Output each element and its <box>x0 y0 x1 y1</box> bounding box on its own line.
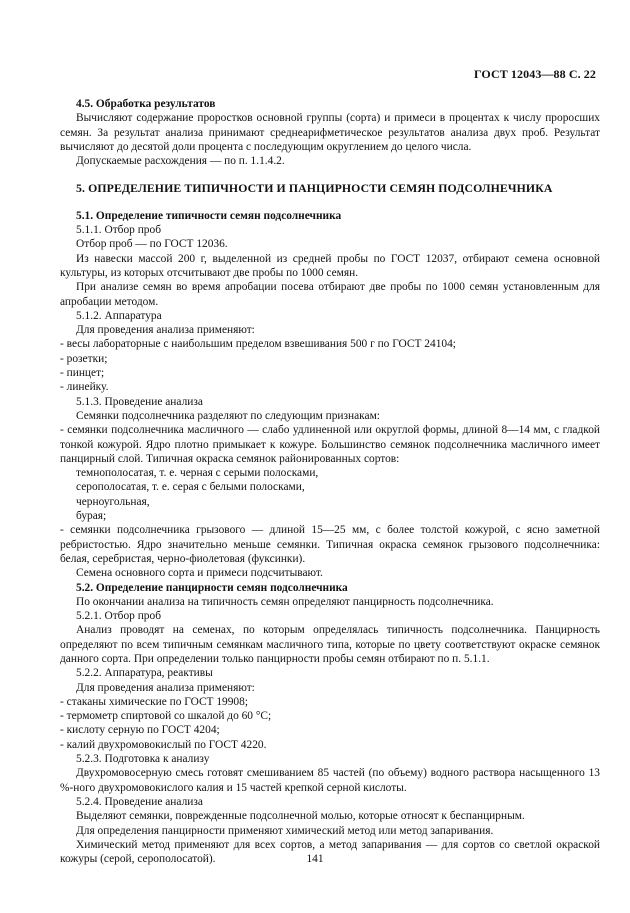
list-item: - термометр спиртовой со шкалой до 60 °С; <box>60 710 272 723</box>
list-item: - стаканы химические по ГОСТ 19908; <box>60 695 248 708</box>
subsection-heading: 5.2.2. Аппаратура, реактивы <box>76 667 213 680</box>
list-item: - весы лабораторные с наибольшим пределом взвешивания 500 г по ГОСТ 24104; <box>60 338 456 351</box>
page-content <box>60 97 600 866</box>
subsection-heading: 5.2.1. Отбор проб <box>76 610 161 623</box>
subsection-heading: 5.2.3. Подготовка к анализу <box>76 753 210 766</box>
paragraph: Для проведения анализа применяют: <box>76 324 255 337</box>
paragraph: Вычисляют содержание проростков основной группы (сорта) и примеси в процентах к числу проросших семян. За результат анализа принимают среднеарифметическое результатов анализа двух проб. Результат вычисляют до десятой доли процента с последующим округлением до целого числа. <box>60 112 600 153</box>
section-5-1-title: 5.1. Определение типичности семян подсолнечника <box>76 209 342 222</box>
list-item: - линейку. <box>60 381 109 394</box>
paragraph: При анализе семян во время апробации посева отбирают две пробы по 1000 семян установленным для апробации методом. <box>60 281 600 308</box>
paragraph: Двухромовосерную смесь готовят смешиванием 85 частей (по объему) водного раствора насыщенного 13 %-ного двухромовокислого калия и 15 частей крепкой серной кислоты. <box>60 767 600 794</box>
paragraph: - семянки подсолнечника масличного — слабо удлиненной или округлой формы, длиной 8—14 мм, с гладкой тонкой кожурой. Ядро плотно примыкает к кожуре. Большинство семянок подсолнечника масличного имеет панцирный слой. Типичная окраска семянок районированных сортов: <box>60 424 600 465</box>
page-header: ГОСТ 12043—88 С. 22 <box>473 67 596 81</box>
list-item: черноугольная, <box>76 495 150 508</box>
paragraph: - семянки подсолнечника грызового — длиной 15—25 мм, с более толстой кожурой, с ясно заметной ребристостью. Ядро значительно меньше семянки. Типичная окраска семянок грызового подсолнечника: белая, серебристая, черно-фиолетовая (фуксинки). <box>60 524 600 565</box>
paragraph: Химический метод применяют для всех сортов, а метод запаривания — для сортов со светлой окраской кожуры (серой, серополосатой). <box>60 838 600 866</box>
subsection-heading: 5.1.1. Отбор проб <box>76 224 161 237</box>
paragraph: Для проведения анализа применяют: <box>76 681 255 694</box>
subsection-heading: 5.1.2. Аппаратура <box>76 309 162 322</box>
list-item: бурая; <box>76 510 107 523</box>
section-4-5-title: 4.5. Обработка результатов <box>76 98 216 110</box>
paragraph: Для определения панцирности применяют химический метод или метод запаривания. <box>76 824 494 837</box>
list-item: серополосатая, т. е. серая с белыми полосками, <box>76 481 305 494</box>
paragraph: Допускаемые расхождения — по п. 1.1.4.2. <box>76 155 285 168</box>
paragraph: Из навески массой 200 г, выделенной из средней пробы по ГОСТ 12037, отбирают семена основной культуры, из которых отсчитывают две пробы по 1000 семян. <box>60 252 600 279</box>
section-5-2-title: 5.2. Определение панцирности семян подсолнечника <box>76 581 348 594</box>
section-5-title: 5. ОПРЕДЕЛЕНИЕ ТИПИЧНОСТИ И ПАНЦИРНОСТИ СЕМЯН ПОДСОЛНЕЧНИКА <box>76 181 553 196</box>
paragraph: Выделяют семянки, поврежденные подсолнечной молью, которые относят к беспанцирным. <box>76 810 525 823</box>
subsection-heading: 5.2.4. Проведение анализа <box>76 795 203 808</box>
list-item: - калий двухромовокислый по ГОСТ 4220. <box>60 738 267 751</box>
paragraph: Семена основного сорта и примеси подсчитывают. <box>76 567 323 580</box>
paragraph: Отбор проб — по ГОСТ 12036. <box>76 238 228 251</box>
page-number: 141 <box>306 853 324 865</box>
list-item: - пинцет; <box>60 367 105 380</box>
paragraph: Семянки подсолнечника разделяют по следующим признакам: <box>76 409 380 422</box>
list-item: - розетки; <box>60 352 108 365</box>
paragraph: Анализ проводят на семенах, по которым определялась типичность подсолнечника. Панцирность определяют по всем типичным семянкам масличного типа, которые по цвету соответствуют окраске семянок данного сорта. При определении только панцирности пробы семян отбирают по п. 5.1.1. <box>60 624 600 665</box>
subsection-heading: 5.1.3. Проведение анализа <box>76 395 203 408</box>
list-item: - кислоту серную по ГОСТ 4204; <box>60 724 220 737</box>
paragraph: По окончании анализа на типичность семян определяют панцирность подсолнечника. <box>76 595 494 608</box>
list-item: темнополосатая, т. е. черная с серыми полосками, <box>76 467 319 480</box>
